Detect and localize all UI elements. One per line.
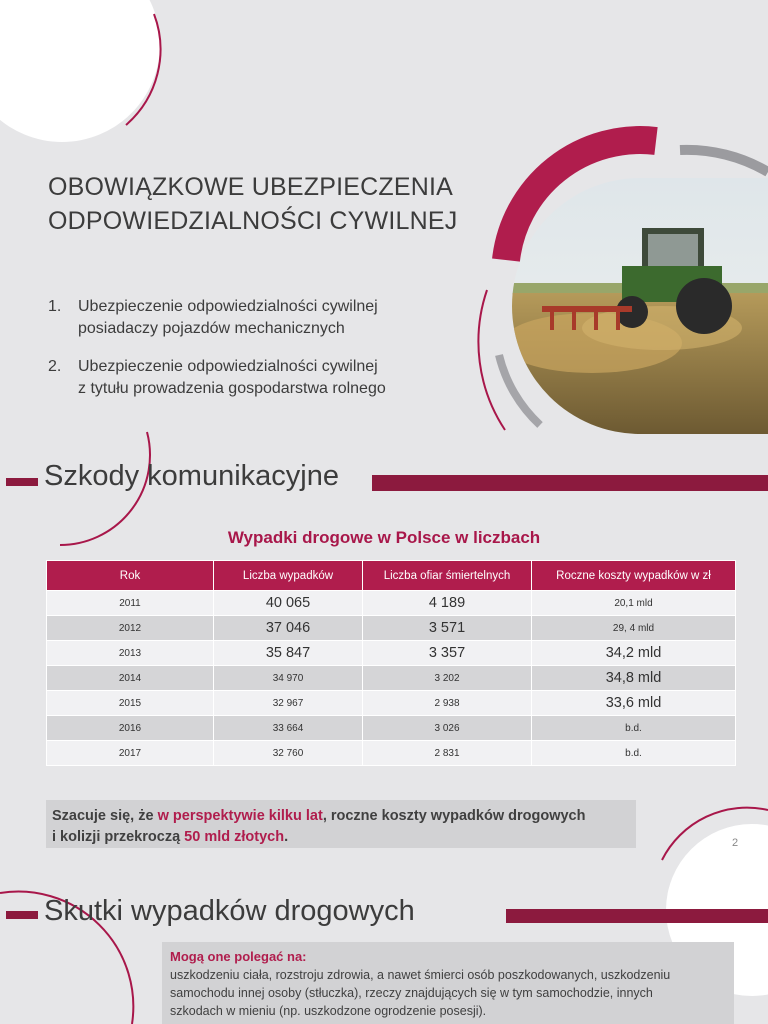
tractor-photo xyxy=(512,178,768,434)
cell-accidents: 37 046 xyxy=(214,616,363,641)
list-item xyxy=(48,356,478,400)
effects-box xyxy=(162,942,734,1024)
cell-fatalities: 3 357 xyxy=(363,641,532,666)
section2-left-bar xyxy=(6,911,38,919)
cell-costs: 20,1 mld xyxy=(532,591,736,616)
page-title-line-1: OBOWIĄZKOWE UBEZPIECZENIA xyxy=(48,173,454,201)
note-line-2 xyxy=(52,827,636,848)
list-item-number: 1. xyxy=(48,298,62,315)
page-title xyxy=(48,170,457,238)
cell-fatalities: 2 831 xyxy=(363,741,532,766)
cell-accidents: 32 760 xyxy=(214,741,363,766)
table-row xyxy=(47,591,736,616)
table-row xyxy=(47,691,736,716)
table-row xyxy=(47,716,736,741)
cell-fatalities: 3 026 xyxy=(363,716,532,741)
accidents-table xyxy=(46,560,736,766)
page-number: 2 xyxy=(732,837,739,849)
table-title: Wypadki drogowe w Polsce w liczbach xyxy=(227,528,541,547)
column-header-costs: Roczne koszty wypadków w zł xyxy=(532,561,736,591)
photo-ring-gray-arc xyxy=(680,150,768,172)
cell-fatalities: 3 571 xyxy=(363,616,532,641)
cell-fatalities: 4 189 xyxy=(363,591,532,616)
table-row xyxy=(47,741,736,766)
column-header-year: Rok xyxy=(47,561,214,591)
note-highlight: 50 mld złotych xyxy=(184,829,285,845)
list-item-line: posiadaczy pojazdów mechanicznych xyxy=(78,320,345,337)
cell-costs: b.d. xyxy=(532,716,736,741)
cell-accidents: 34 970 xyxy=(214,666,363,691)
list-item xyxy=(48,296,478,340)
table-row xyxy=(47,666,736,691)
cell-year: 2014 xyxy=(47,666,214,691)
list-item-number: 2. xyxy=(48,358,62,375)
cell-costs: 29, 4 mld xyxy=(532,616,736,641)
table-row xyxy=(47,641,736,666)
cell-year: 2011 xyxy=(47,591,214,616)
tractor-wheel-rear xyxy=(676,278,732,334)
list-item-line: z tytułu prowadzenia gospodarstwa rolnego xyxy=(78,380,386,397)
column-header-fatalities: Liczba ofiar śmiertelnych xyxy=(363,561,532,591)
note-text: . xyxy=(284,829,289,845)
cell-year: 2012 xyxy=(47,616,214,641)
cell-accidents: 35 847 xyxy=(214,641,363,666)
cell-costs: 34,2 mld xyxy=(532,641,736,666)
section-heading-traffic-damage: Szkody komunikacyjne xyxy=(44,460,339,492)
section1-left-bar xyxy=(6,478,38,486)
section2-right-bar xyxy=(506,909,768,923)
list-item-line: Ubezpieczenie odpowiedzialności cywilnej xyxy=(78,298,378,315)
section1-right-bar xyxy=(372,475,768,491)
note-line-1 xyxy=(52,806,636,827)
note-text: i kolizji przekroczą xyxy=(52,829,185,845)
cell-year: 2015 xyxy=(47,691,214,716)
column-header-accidents: Liczba wypadków xyxy=(214,561,363,591)
cost-estimate-note xyxy=(46,800,636,848)
note-highlight: w perspektywie kilku lat xyxy=(157,808,323,824)
effects-line: uszkodzeniu ciała, rozstroju zdrowia, a nawet śmierci osób poszkodowanych, uszkodzeniu xyxy=(170,968,671,982)
cell-year: 2017 xyxy=(47,741,214,766)
section-heading-accident-effects: Skutki wypadków drogowych xyxy=(44,895,415,927)
cell-accidents: 32 967 xyxy=(214,691,363,716)
white-circle-top-left xyxy=(0,0,160,142)
effects-line: szkodach w mieniu (np. uszkodzone ogrodzenie posesji). xyxy=(170,1004,487,1018)
list-item-line: Ubezpieczenie odpowiedzialności cywilnej xyxy=(78,358,378,375)
cell-year: 2013 xyxy=(47,641,214,666)
cell-fatalities: 2 938 xyxy=(363,691,532,716)
insurance-list xyxy=(48,296,478,416)
tractor-illustration xyxy=(512,178,768,434)
cell-costs: 33,6 mld xyxy=(532,691,736,716)
effects-line: samochodu innej osoby (stłuczka), rzeczy znajdujących się w tym samochodzie, innych xyxy=(170,986,653,1000)
cell-year: 2016 xyxy=(47,716,214,741)
page-title-line-2: ODPOWIEDZIALNOŚCI CYWILNEJ xyxy=(48,207,458,235)
cell-fatalities: 3 202 xyxy=(363,666,532,691)
cell-costs: 34,8 mld xyxy=(532,666,736,691)
table-header-row xyxy=(47,561,736,591)
cell-costs: b.d. xyxy=(532,741,736,766)
table-row xyxy=(47,616,736,641)
effects-heading: Mogą one polegać na: xyxy=(170,949,307,964)
note-text: Szacuje się, że xyxy=(52,808,158,824)
note-text: , roczne koszty wypadków drogowych xyxy=(322,808,586,824)
cell-accidents: 33 664 xyxy=(214,716,363,741)
cell-accidents: 40 065 xyxy=(214,591,363,616)
